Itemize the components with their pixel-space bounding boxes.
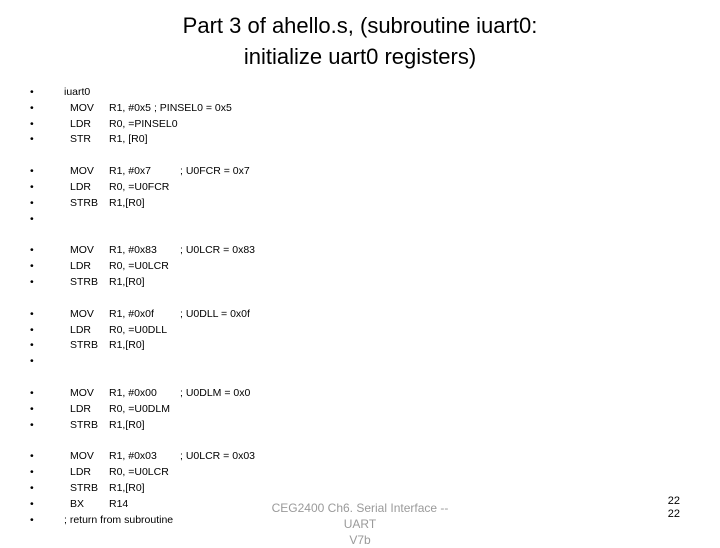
- code-operands: R1, [R0]: [109, 133, 148, 146]
- footer-course-title: CEG2400 Ch6. Serial Interface -- UART: [271, 501, 449, 531]
- code-opcode: STRB: [70, 418, 99, 431]
- code-operands: R1, #0x0f: [109, 307, 154, 320]
- bullet-icon: •: [30, 275, 34, 288]
- bullet-icon: •: [30, 418, 34, 431]
- bullet-icon: •: [30, 260, 34, 273]
- code-operands: R1,[R0]: [109, 339, 145, 352]
- code-operands: R1, #0x7: [109, 165, 152, 178]
- bullet-icon: •: [30, 513, 34, 526]
- bullet-icon: •: [30, 450, 34, 463]
- bullet-icon: •: [30, 339, 34, 352]
- code-comment: ; U0FCR = 0x7: [180, 165, 250, 178]
- slide-title-line-2: initialize uart0 registers): [243, 44, 477, 69]
- code-operands: R0, =U0DLL: [109, 323, 168, 336]
- bullet-icon: •: [30, 117, 34, 130]
- code-operands: R1,[R0]: [109, 275, 145, 288]
- bullet-icon: •: [30, 497, 34, 510]
- code-opcode: LDR: [70, 260, 92, 273]
- page-number: [668, 495, 680, 521]
- code-operands: R0, =U0LCR: [109, 260, 169, 273]
- bullet-icon: •: [30, 307, 34, 320]
- code-opcode: STRB: [70, 339, 99, 352]
- code-opcode: BX: [70, 497, 85, 510]
- bullet-icon: •: [30, 481, 34, 494]
- bullet-icon: •: [30, 323, 34, 336]
- code-comment: ; U0DLL = 0x0f: [180, 307, 250, 320]
- footer-version: V7b: [349, 533, 371, 547]
- code-opcode: LDR: [70, 117, 92, 130]
- code-operands: R0, =U0DLM: [109, 402, 170, 415]
- code-operands: R1,[R0]: [109, 418, 145, 431]
- code-comment-line: ; return from subroutine: [64, 513, 174, 526]
- code-operands: R0, =U0LCR: [109, 466, 169, 479]
- code-operands: R1, #0x83: [109, 244, 157, 257]
- bullet-icon: •: [30, 133, 34, 146]
- code-opcode: MOV: [70, 307, 94, 320]
- slide-title: [0, 10, 720, 72]
- page-number-top: 22: [667, 495, 680, 507]
- code-comment: ; U0LCR = 0x83: [180, 244, 255, 257]
- code-label: iuart0: [64, 86, 91, 98]
- code-operands: R0, =PINSEL0: [109, 117, 178, 130]
- code-opcode: MOV: [70, 244, 94, 257]
- bullet-icon: •: [30, 101, 34, 114]
- code-opcode: MOV: [70, 165, 94, 178]
- bullet-icon: •: [30, 212, 34, 225]
- code-opcode: STRB: [70, 481, 99, 494]
- bullet-icon: •: [30, 86, 34, 98]
- code-opcode: LDR: [70, 323, 92, 336]
- code-opcode: STRB: [70, 275, 99, 288]
- code-comment: ; U0DLM = 0x0: [180, 386, 251, 399]
- code-opcode: LDR: [70, 180, 92, 193]
- code-operands: R1,[R0]: [109, 481, 145, 494]
- code-operands: R1, #0x00: [109, 386, 157, 399]
- code-opcode: LDR: [70, 466, 92, 479]
- bullet-icon: •: [30, 165, 34, 178]
- slide-title-line-1: Part 3 of ahello.s, (subroutine iuart0:: [182, 13, 538, 38]
- code-comment: ; U0LCR = 0x03: [180, 450, 255, 463]
- code-operands: R1, #0x5 ; PINSEL0 = 0x5: [109, 101, 232, 114]
- bullet-icon: •: [30, 180, 34, 193]
- bullet-icon: •: [30, 466, 34, 479]
- code-opcode: MOV: [70, 386, 94, 399]
- bullet-icon: •: [30, 402, 34, 415]
- bullet-icon: •: [30, 355, 34, 368]
- code-opcode: MOV: [70, 101, 94, 114]
- code-opcode: LDR: [70, 402, 92, 415]
- code-operands: R1, #0x03: [109, 450, 157, 463]
- code-operands: R14: [109, 497, 129, 510]
- bullet-icon: •: [30, 386, 34, 399]
- page-number-bottom: 22: [667, 508, 680, 520]
- code-operands: R0, =U0FCR: [109, 180, 170, 193]
- slide-footer: [255, 500, 465, 548]
- code-opcode: MOV: [70, 450, 94, 463]
- bullet-icon: •: [30, 244, 34, 257]
- bullet-icon: •: [30, 196, 34, 209]
- code-opcode: STR: [70, 133, 91, 146]
- code-opcode: STRB: [70, 196, 99, 209]
- code-operands: R1,[R0]: [109, 196, 145, 209]
